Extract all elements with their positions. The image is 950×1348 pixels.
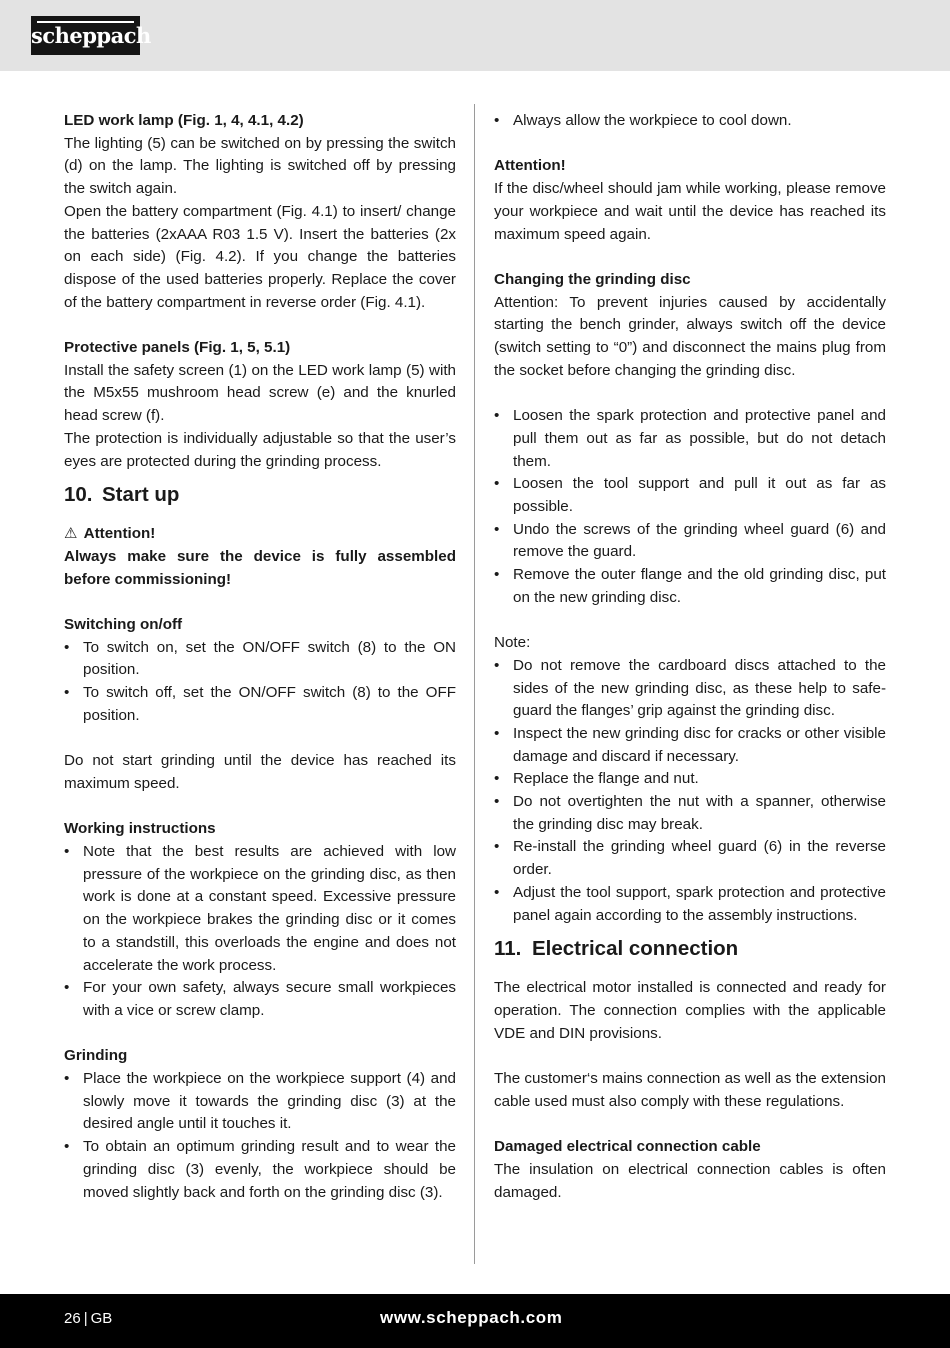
right-column <box>494 110 886 1204</box>
damaged-cable-text: The insulation on electrical connection cables is often damaged. <box>494 1160 886 1201</box>
list-item: • To obtain an optimum grinding result and to wear the grinding disc (3) evenly, the workpiece should be moved slightly back and forth on the grinding disc (3). <box>64 1136 456 1204</box>
attention-text: Always make sure the device is fully assembled before commissioning! <box>64 547 456 588</box>
damaged-cable-heading: Damaged electrical connection cable <box>494 1138 761 1156</box>
section-11-number: 11. <box>494 937 522 961</box>
electrical-text-2: The customer‘s mains connection as well as the extension cable used must also comply with these regulations. <box>494 1070 886 1110</box>
list-item: • Loosen the spark protection and protective panel and pull them out as far as possible, but do not detach them. <box>494 405 886 473</box>
list-item: • Do not remove the cardboard discs attached to the sides of the new grinding disc, as these help to safeguard the flanges’ grip against the grinding disc. <box>494 655 886 723</box>
left-column <box>64 110 456 1204</box>
page-footer <box>0 1294 950 1348</box>
list-item: • Re-install the grinding wheel guard (6) in the reverse order. <box>494 836 886 881</box>
attention-jam-text: If the disc/wheel should jam while working, please remove your workpiece and wait until the device has reached its maximum speed again. <box>494 180 886 243</box>
led-lamp-text-1: The lighting (5) can be switched on by pressing the switch (d) on the lamp. The lighting is switched off by pressing the switch again. <box>64 134 456 198</box>
column-divider <box>474 104 475 1264</box>
list-item: • For your own safety, always secure small workpieces with a vice or screw clamp. <box>64 977 456 1022</box>
page-header <box>0 0 950 71</box>
note-list <box>494 655 886 927</box>
language-code: GB <box>90 1310 113 1327</box>
page-info <box>64 1310 112 1327</box>
logo-bar <box>37 21 134 23</box>
grinding-list <box>64 1068 456 1204</box>
led-lamp-text-2: Open the battery compartment (Fig. 4.1) to insert/ change the batteries (2xAAA R03 1.5 V). Insert the batteries (2x on each side) (Fig. 4.2). If you change the batteries dispose of the used batteries properly. Replace the cover of the battery compartment in reverse order (Fig. 4.1). <box>64 202 456 311</box>
list-item: • Undo the screws of the grinding wheel guard (6) and remove the guard. <box>494 519 886 564</box>
page-number: 26 <box>64 1310 81 1327</box>
max-speed-text: Do not start grinding until the device has reached its maximum speed. <box>64 752 456 792</box>
switching-heading: Switching on/off <box>64 616 183 634</box>
switching-list <box>64 637 456 728</box>
changing-disc-heading: Changing the grinding disc <box>494 270 691 288</box>
section-11-title <box>494 936 886 962</box>
list-item: • Inspect the new grinding disc for cracks or other visible damage and discard if necessary. <box>494 723 886 768</box>
section-10-title <box>64 482 456 508</box>
list-item: • Always allow the workpiece to cool down. <box>494 110 886 133</box>
attention-label: Attention! <box>83 525 156 543</box>
list-item: • Remove the outer flange and the old grinding disc, put on the new grinding disc. <box>494 564 886 609</box>
section-10-number: 10. <box>64 483 93 507</box>
list-item: • To switch off, set the ON/OFF switch (8) to the OFF position. <box>64 682 456 727</box>
working-instructions-list <box>64 841 456 1023</box>
note-label: Note: <box>494 634 531 652</box>
brand-logo <box>31 16 151 55</box>
cool-down-list <box>494 110 886 133</box>
list-item: • To switch on, set the ON/OFF switch (8) to the ON position. <box>64 637 456 682</box>
protective-panels-text-2: The protection is individually adjustable so that the user’s eyes are protected during the grinding process. <box>64 429 456 470</box>
electrical-text-1: The electrical motor installed is connected and ready for operation. The connection complies with the applicable VDE and DIN provisions. <box>494 979 886 1042</box>
section-11-label: Electrical connection <box>532 937 739 961</box>
protective-panels-text-1: Install the safety screen (1) on the LED work lamp (5) with the M5x55 mushroom head screw (e) and the knurled head screw (f). <box>64 361 456 425</box>
list-item: • Adjust the tool support, spark protection and protective panel again according to the assembly instructions. <box>494 882 886 927</box>
changing-disc-list <box>494 405 886 609</box>
section-10-label: Start up <box>102 483 180 507</box>
attention-jam-heading: Attention! <box>494 157 566 175</box>
led-lamp-heading: LED work lamp (Fig. 1, 4, 4.1, 4.2) <box>64 112 304 129</box>
list-item: • Place the workpiece on the workpiece support (4) and slowly move it towards the grinding disc (3) at the desired angle until it touches it. <box>64 1068 456 1136</box>
protective-panels-heading: Protective panels (Fig. 1, 5, 5.1) <box>64 339 291 357</box>
working-instructions-heading: Working instructions <box>64 820 216 838</box>
list-item: • Replace the flange and nut. <box>494 768 886 791</box>
list-item: • Note that the best results are achieved with low pressure of the workpiece on the grinding disc, as then work is done at a constant speed. Excessive pressure on the workpiece brakes the grinding disc or it comes to a standstill, this overloads the engine and does not accelerate the work process. <box>64 841 456 977</box>
list-item: • Do not overtighten the nut with a spanner, otherwise the grinding disc may break. <box>494 791 886 836</box>
page-separator: | <box>83 1310 88 1327</box>
warning-icon: ⚠ <box>64 525 78 543</box>
website-link[interactable]: www.scheppach.com <box>380 1308 563 1327</box>
attention-heading <box>64 523 456 546</box>
logo-text: scheppach <box>31 23 151 48</box>
list-item: • Loosen the tool support and pull it out as far as possible. <box>494 473 886 518</box>
changing-disc-text: Attention: To prevent injuries caused by accidentally starting the bench grinder, always switch off the device (switch setting to “0”) and disconnect the mains plug from the socket before changing the grinding disc. <box>494 293 886 379</box>
grinding-heading: Grinding <box>64 1047 128 1065</box>
